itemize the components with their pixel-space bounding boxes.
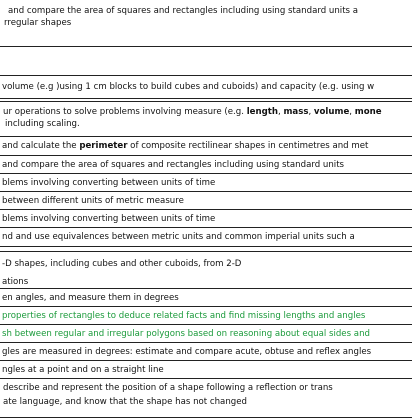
row-text: en angles, and measure them in degrees xyxy=(2,293,179,303)
table-row xyxy=(0,306,412,325)
row-text: volume (e.g )using 1 cm blocks to build cubes and cuboids) and capacity (e.g. using w xyxy=(2,82,375,92)
table-row xyxy=(0,378,412,418)
row-text: and compare the area of squares and rectangles including using standard units a xyxy=(8,6,359,16)
table-row xyxy=(0,251,412,289)
table-row xyxy=(0,75,412,99)
row-text: ations xyxy=(2,277,29,287)
table-row xyxy=(0,173,412,192)
row-text: and calculate the perimeter of composite rectilinear shapes in centimetres and met xyxy=(2,141,369,151)
table-row xyxy=(0,342,412,361)
row-text: sh between regular and irregular polygons based on reasoning about equal sides and xyxy=(2,329,370,339)
table-row xyxy=(0,227,412,247)
table-row xyxy=(0,136,412,156)
row-text: nd and use equivalences between metric units and common imperial units such a xyxy=(2,232,355,242)
row-text: blems involving converting between units of time xyxy=(2,214,216,224)
table-row xyxy=(0,101,412,137)
table-row xyxy=(0,288,412,307)
table-row xyxy=(0,360,412,379)
row-text: ate language, and know that the shape has not changed xyxy=(3,397,247,407)
table-row xyxy=(0,191,412,210)
row-text: including scaling. xyxy=(5,119,80,129)
row-text: -D shapes, including cubes and other cuboids, from 2-D xyxy=(2,259,242,269)
table-row xyxy=(0,0,412,47)
table-row xyxy=(0,155,412,174)
table-row xyxy=(0,209,412,228)
row-text: properties of rectangles to deduce related facts and find missing lengths and angles xyxy=(2,311,366,321)
row-text: ur operations to solve problems involving measure (e.g. length, mass, volume, mone xyxy=(3,107,382,117)
row-text: describe and represent the position of a shape following a reflection or trans xyxy=(3,383,333,393)
table-row xyxy=(0,324,412,343)
row-text: and compare the area of squares and rectangles including using standard units xyxy=(2,160,345,170)
row-text: rregular shapes xyxy=(4,18,72,28)
row-text: gles are measured in degrees: estimate and compare acute, obtuse and reflex angles xyxy=(2,347,372,357)
row-text: between different units of metric measure xyxy=(2,196,184,206)
row-text: blems involving converting between units of time xyxy=(2,178,216,188)
row-text: ngles at a point and on a straight line xyxy=(2,365,164,375)
